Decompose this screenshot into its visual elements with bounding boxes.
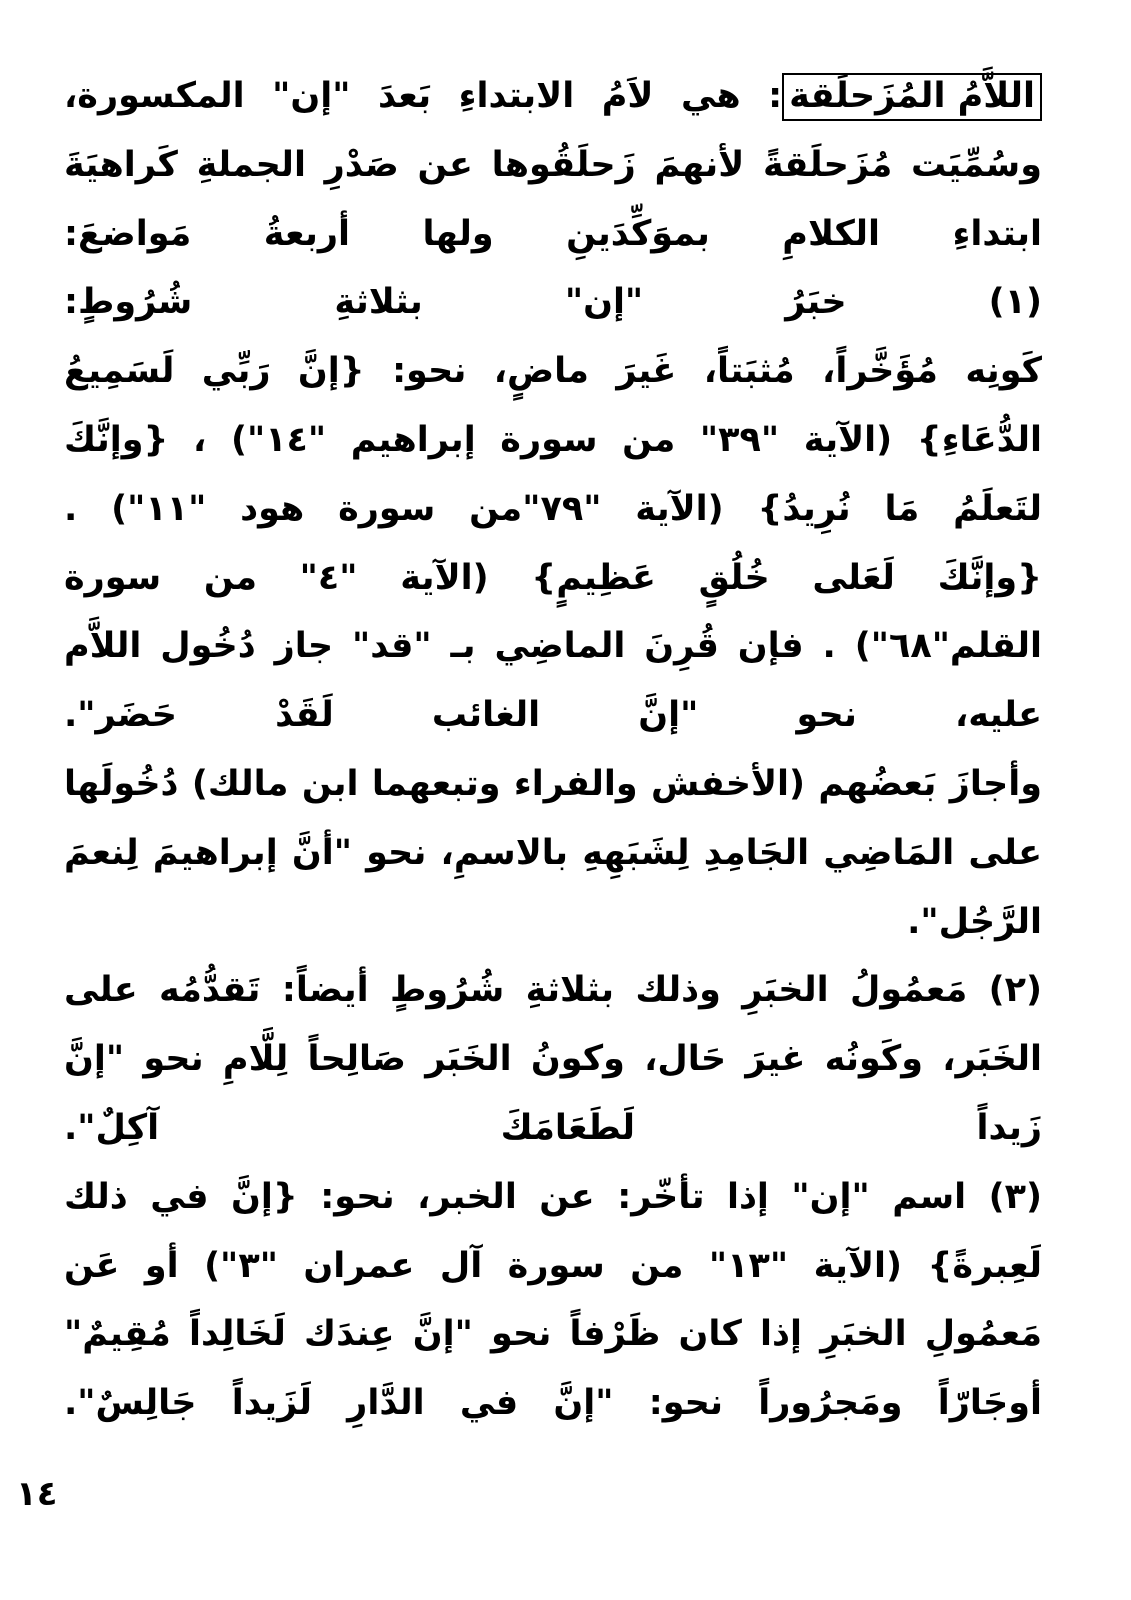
text-line: (٢) مَعمُولُ الخبَرِ وذلك بثلاثةِ شُرُوطٍ أيضاً: تَقدُّمُه على xyxy=(64,970,1042,1011)
text-line: الرَّجُل". xyxy=(907,901,1042,942)
text-line: ابتداءِ الكلامِ بموَكِّدَينِ ولها أربعةُ مَواضعَ: xyxy=(64,213,1042,254)
text-line xyxy=(64,62,1042,131)
text-line: لَعِبرةً} (الآية "١٣" من سورة آل عمران "٣") أو عَن xyxy=(64,1245,1042,1286)
text-line: عليه، نحو "إنَّ الغائب لَقَدْ حَضَر". xyxy=(64,695,1042,736)
text-line: زَيداً لَطَعَامَكَ آكِلٌ". xyxy=(64,1107,1042,1148)
text-line: أوجَارّاً ومَجرُوراً نحو: "إنَّ في الدَّارِ لَزَيداً جَالِسٌ". xyxy=(64,1383,1042,1424)
text-line: وأجازَ بَعضُهم (الأخفش والفراء وتبعهما ابن مالك) دُخُولَها xyxy=(64,763,1042,804)
text-line: {وإنَّكَ لَعَلى خُلُقٍ عَظِيمٍ} (الآية "٤" من سورة xyxy=(64,557,1043,598)
text-line: الدُّعَاءِ} (الآية "٣٩" من سورة إبراهيم "١٤") ، {وإنَّكَ xyxy=(64,419,1042,460)
text-line: (١) خبَرُ "إن" بثلاثةِ شُرُوطٍ: xyxy=(64,282,1042,323)
text-line: (٣) اسم "إن" إذا تأخّر: عن الخبر، نحو: {إنَّ في ذلك xyxy=(64,1176,1042,1217)
text-line: على المَاضِي الجَامِدِ لِشَبَهِهِ بالاسمِ، نحو "أنَّ إبراهيمَ لِنعمَ xyxy=(64,832,1042,873)
text-line: مَعمُولِ الخبَرِ إذا كان ظَرْفاً نحو "إنَّ عِندَك لَخَالِداً مُقِيمٌ" xyxy=(64,1314,1042,1355)
heading-rest: : هي لاَمُ الابتداءِ بَعدَ "إن" المكسورة، xyxy=(64,76,783,116)
text-line: لتَعلَمُ مَا نُرِيدُ} (الآية "٧٩"من سورة هود "١١") . xyxy=(64,488,1042,529)
body-text xyxy=(64,62,1042,1438)
text-line: كَونِه مُؤَخَّراً، مُثبَتاً، غَيرَ ماضٍ، نحو: {إنَّ رَبِّي لَسَمِيعُ xyxy=(64,351,1042,392)
text-line: القلم"٦٨") . فإن قُرِنَ الماضِي بـ "قد" جاز دُخُول اللاَّم xyxy=(64,626,1042,667)
text-line: الخَبَر، وكَونُه غيرَ حَال، وكونُ الخَبَر صَالِحاً لِلَّامِ نحو "إنَّ xyxy=(64,1039,1042,1080)
heading-term-box: اللاَّمُ المُزَحلَقة xyxy=(782,73,1042,121)
page-number: ١٤ xyxy=(16,1474,58,1514)
text-line: وسُمِّيَت مُزَحلَقةً لأنهمَ زَحلَقُوها عن صَدْرِ الجملةِ كَراهيَةَ xyxy=(64,144,1042,185)
